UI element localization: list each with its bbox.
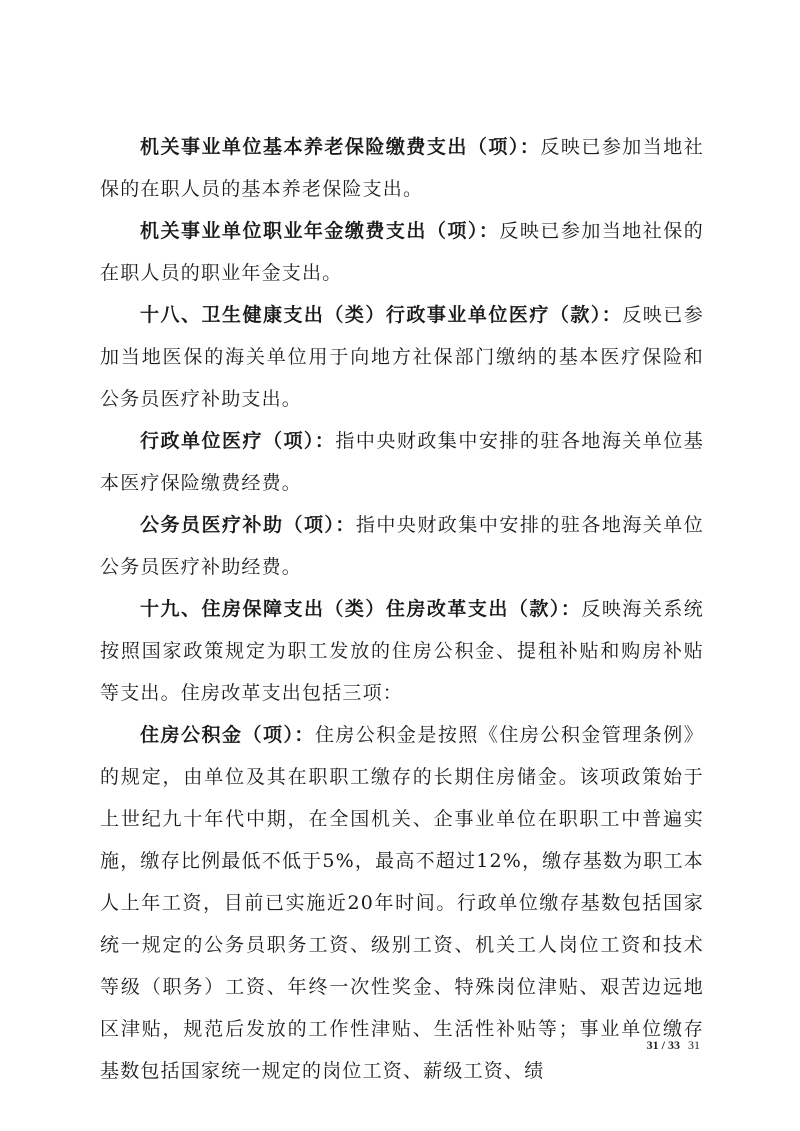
term-heading: 机关事业单位基本养老保险缴费支出（项）：	[140, 136, 541, 158]
paragraph-civil-servant-medical	[100, 504, 704, 588]
paragraph-occupational-annuity	[100, 210, 704, 294]
paragraph-text: 反映已参加当地社保的在职人员的职业年金支出。	[100, 220, 704, 284]
paragraph-text: 指中央财政集中安排的驻各地海关单位基本医疗保险缴费经费。	[100, 430, 704, 494]
term-heading: 公务员医疗补助（项）：	[140, 514, 356, 536]
term-heading: 机关事业单位职业年金缴费支出（项）：	[140, 220, 500, 242]
paragraph-health-expenditure	[100, 294, 704, 420]
paragraph-housing-expenditure	[100, 588, 704, 714]
section-heading: 十八、卫生健康支出（类）行政事业单位医疗（款）：	[140, 304, 623, 326]
term-heading: 住房公积金（项）：	[140, 724, 315, 746]
term-heading: 行政单位医疗（项）：	[140, 430, 336, 452]
paragraph-text: 反映海关系统按照国家政策规定为职工发放的住房公积金、提租补贴和购房补贴等支出。住房改革支出包括三项：	[100, 598, 705, 704]
paragraph-text: 指中央财政集中安排的驻各地海关单位公务员医疗补助经费。	[100, 514, 704, 578]
paragraph-text: 反映已参加当地社保的在职人员的基本养老保险支出。	[100, 136, 704, 200]
paragraph-text: 住房公积金是按照《住房公积金管理条例》的规定，由单位及其在职职工缴存的长期住房储金。该项政策始于上世纪九十年代中期，在全国机关、企事业单位在职职工中普遍实施，缴存比例最低不低于5%，最高不超过12%，缴存基数为职工本人上年工资，目前已实施近20年时间。行政单位缴存基数包括国家统一规定的公务员职务工资、级别工资、机关工人岗位工资和技术等级（职务）工资、年终一次性奖金、特殊岗位津贴、艰苦边远地区津贴，规范后发放的工作性津贴、生活性补贴等；事业单位缴存基数包括国家统一规定的岗位工资、薪级工资、绩	[100, 724, 704, 1082]
page-footer	[647, 1038, 700, 1053]
paragraph-pension	[100, 126, 704, 210]
page-number: 31	[688, 1038, 700, 1052]
paragraph-text: 反映已参加当地医保的海关单位用于向地方社保部门缴纳的基本医疗保险和公务员医疗补助支出。	[100, 304, 704, 410]
page-fraction: 31 / 33	[646, 1038, 680, 1052]
paragraph-housing-fund	[100, 714, 704, 1092]
body-text	[100, 126, 704, 1092]
paragraph-admin-medical	[100, 420, 704, 504]
section-heading: 十九、住房保障支出（类）住房改革支出（款）：	[140, 598, 582, 620]
